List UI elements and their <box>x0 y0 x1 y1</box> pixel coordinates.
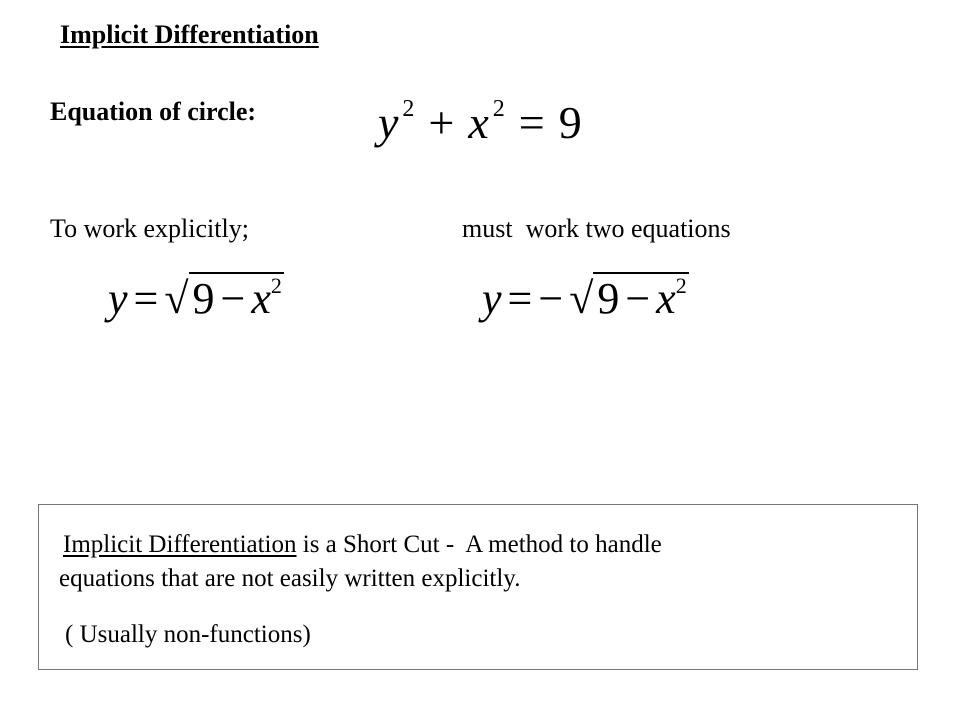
circle-label: Equation of circle: <box>50 97 257 126</box>
radicand <box>189 272 284 322</box>
radicand-x: x <box>251 274 271 323</box>
radical-sign: √ <box>164 274 189 323</box>
circle-eq-exp-x: 2 <box>492 96 505 122</box>
explicit-text: To work explicitly; <box>50 214 249 243</box>
two-equations-text: must work two equations <box>462 214 731 243</box>
radicand-x: x <box>656 274 676 323</box>
circle-eq-x: x <box>468 97 489 148</box>
circle-eq-plus: + <box>428 97 455 148</box>
equation-negative-root <box>482 272 689 324</box>
eq-neg-sign: − <box>538 274 564 323</box>
radicand-nine: 9 <box>192 274 215 323</box>
radicand <box>593 272 688 322</box>
page-title: Implicit Differentiation <box>60 20 319 49</box>
radicand-minus: − <box>625 274 651 323</box>
radicand-exp: 2 <box>270 273 282 298</box>
radicand-nine: 9 <box>597 274 620 323</box>
definition-note: ( Usually non-functions) <box>65 621 311 648</box>
circle-eq-y: y <box>378 97 399 148</box>
definition-line-1 <box>63 531 662 559</box>
circle-eq-equals: = <box>518 97 545 148</box>
circle-eq-rhs: 9 <box>558 97 582 148</box>
definition-box <box>38 504 918 670</box>
circle-equation <box>378 96 582 149</box>
definition-term: Implicit Differentiation <box>63 531 297 558</box>
circle-eq-exp-y: 2 <box>402 96 415 122</box>
definition-line-2: equations that are not easily written explicitly. <box>59 565 521 592</box>
eq-pos-equals: = <box>133 274 159 323</box>
eq-neg-equals: = <box>507 274 533 323</box>
radicand-minus: − <box>220 274 246 323</box>
equation-positive-root <box>108 272 284 324</box>
eq-neg-lhs: y <box>482 274 502 323</box>
definition-line-1-rest: is a Short Cut - A method to handle <box>296 531 662 558</box>
radicand-exp: 2 <box>675 273 687 298</box>
radical-sign: √ <box>569 274 594 323</box>
eq-pos-lhs: y <box>108 274 128 323</box>
